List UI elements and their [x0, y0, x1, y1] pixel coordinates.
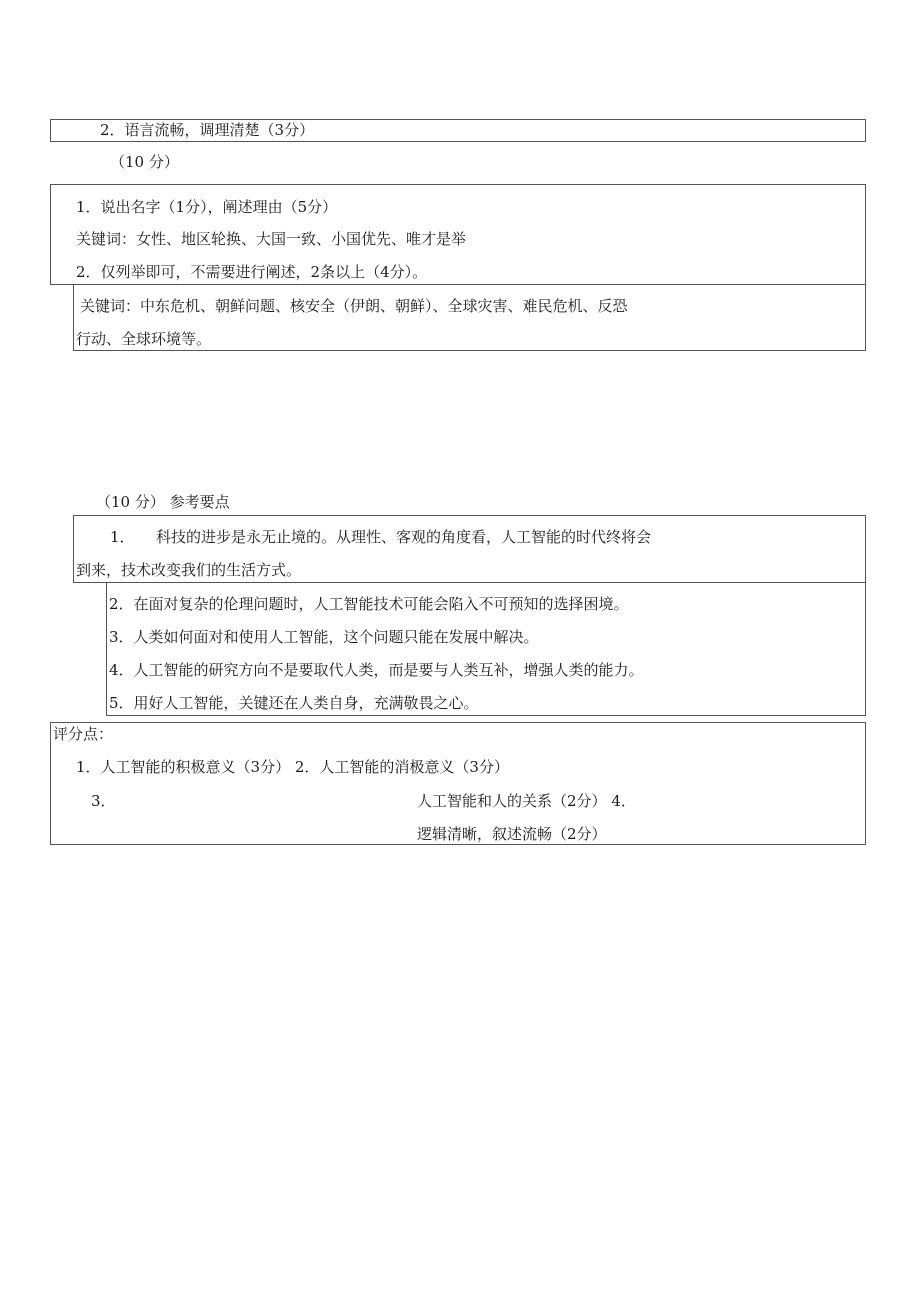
question-b-point-1-line-1: 科技的进步是永无止境的。从理性、客观的角度看，人工智能的时代终将会 — [156, 528, 652, 546]
rubric-3-text: 人工智能和人的关系（2分） 4． — [417, 792, 636, 810]
question-b-point-1-num: 1． — [110, 528, 135, 546]
question-b-point-1-line-2: 到来，技术改变我们的生活方式。 — [76, 561, 302, 579]
question-a-score: （10 分） — [110, 153, 179, 171]
question-a-keywords-2-line-2: 行动、全球环境等。 — [76, 330, 212, 348]
question-b-point-5: 5．用好人工智能，关键还在人类自身，充满敬畏之心。 — [109, 694, 479, 712]
question-a-keywords-2-line-1: 关键词：中东危机、朝鲜问题、核安全（伊朗、朝鲜）、全球灾害、难民危机、反恐 — [80, 297, 628, 315]
question-b-point-3: 3．人类如何面对和使用人工智能，这个问题只能在发展中解决。 — [109, 628, 539, 646]
prev-item-2: 2．语言流畅，调理清楚（3分） — [100, 121, 315, 139]
question-b-point-2: 2．在面对复杂的伦理问题时，人工智能技术可能会陷入不可预知的选择困境。 — [109, 595, 629, 613]
rubric-4-text: 逻辑清晰，叙述流畅（2分） — [417, 825, 607, 843]
question-b-point-4: 4．人工智能的研究方向不是要取代人类，而是要与人类互补，增强人类的能力。 — [109, 661, 644, 679]
question-a-item-1: 1．说出名字（1分），阐述理由（5分） — [76, 198, 338, 216]
question-a-keywords-1: 关键词：女性、地区轮换、大国一致、小国优先、唯才是举 — [76, 230, 467, 248]
rubric-title: 评分点： — [53, 725, 114, 743]
question-a-item-2: 2．仅列举即可，不需要进行阐述，2条以上（4分）。 — [76, 263, 428, 281]
rubric-line-1: 1．人工智能的积极意义（3分） 2．人工智能的消极意义（3分） — [76, 758, 509, 776]
question-b-score: （10 分） 参考要点 — [96, 493, 230, 511]
rubric-3-num: 3． — [91, 792, 116, 810]
